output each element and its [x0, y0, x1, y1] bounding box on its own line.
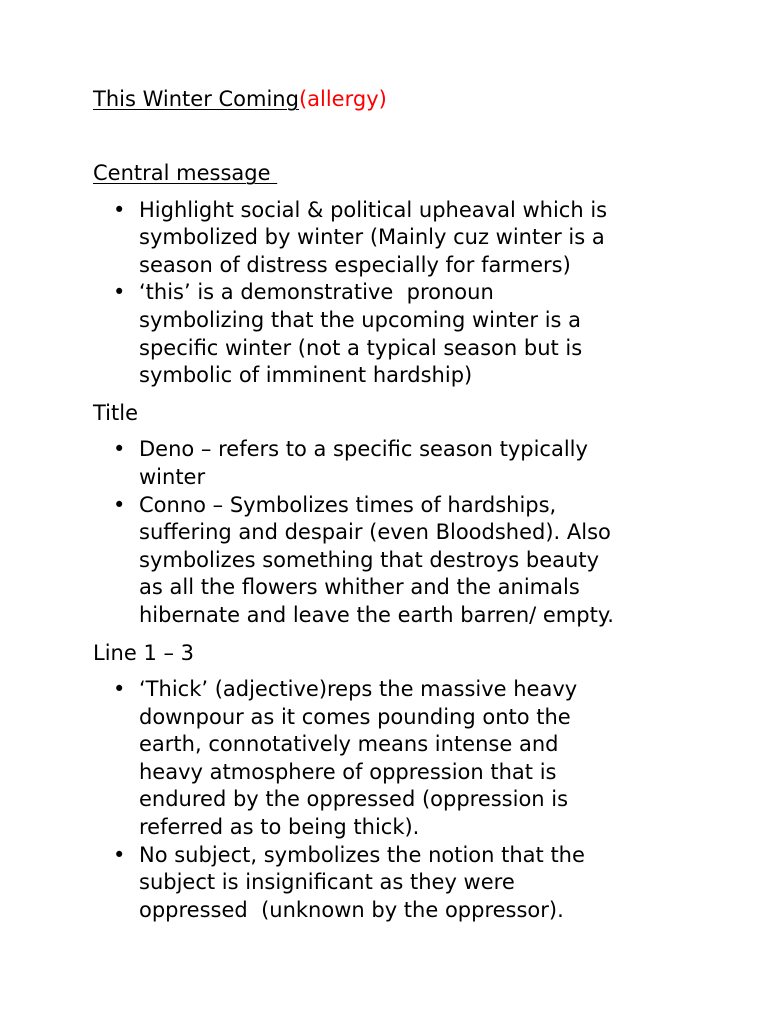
bullet-icon: • [113, 677, 126, 702]
bullet-icon: • [113, 842, 126, 867]
section-heading-title: Title [93, 400, 139, 425]
bullet-icon: • [113, 437, 126, 462]
document-title [93, 86, 693, 114]
list-item [93, 842, 693, 925]
list-item [93, 676, 693, 842]
section-heading-central-message [93, 160, 693, 188]
list-item-text: Highlight social & political upheaval which is symbolized by winter (Mainly cuz winter is a season of distress especially for farmers) [139, 197, 608, 277]
document-page [93, 86, 693, 924]
document-title-main: This Winter Coming [93, 87, 299, 111]
list-item-text: ‘this’ is a demonstrative pronoun symbolizing that the upcoming winter is a specific winter (not a typical season but is symbolic of imminent hardship) [139, 280, 583, 388]
document-title-note: (allergy) [298, 87, 387, 111]
bullet-list-title [93, 436, 693, 629]
bullet-list-line-1-3 [93, 676, 693, 924]
list-item-text: ‘Thick’ (adjective)reps the massive heavy downpour as it comes pounding onto the earth, connotatively means intense and heavy atmosphere of oppression that is endured by the oppressed (oppression is referred as to being thick). [139, 677, 578, 840]
list-item [93, 436, 693, 491]
list-item-text: No subject, symbolizes the notion that the subject is insignificant as they were oppressed (unknown by the oppressor). [139, 842, 585, 922]
list-item [93, 279, 693, 389]
section-heading-central-message-text: Central message [93, 161, 278, 185]
list-item-text: Deno – refers to a specific season typically winter [139, 437, 588, 489]
bullet-list-central-message [93, 197, 693, 390]
section-heading-line-1-3: Line 1 – 3 [93, 640, 195, 665]
bullet-icon: • [113, 492, 126, 517]
list-item [93, 492, 693, 630]
list-item [93, 197, 693, 280]
list-item-text: Conno – Symbolizes times of hardships, suffering and despair (even Bloodshed). Also symbolizes something that destroys beauty as all the flowers whither and the animals hibernate and leave the earth barren/ empty. [139, 492, 614, 627]
bullet-icon: • [113, 280, 126, 305]
bullet-icon: • [113, 197, 126, 222]
